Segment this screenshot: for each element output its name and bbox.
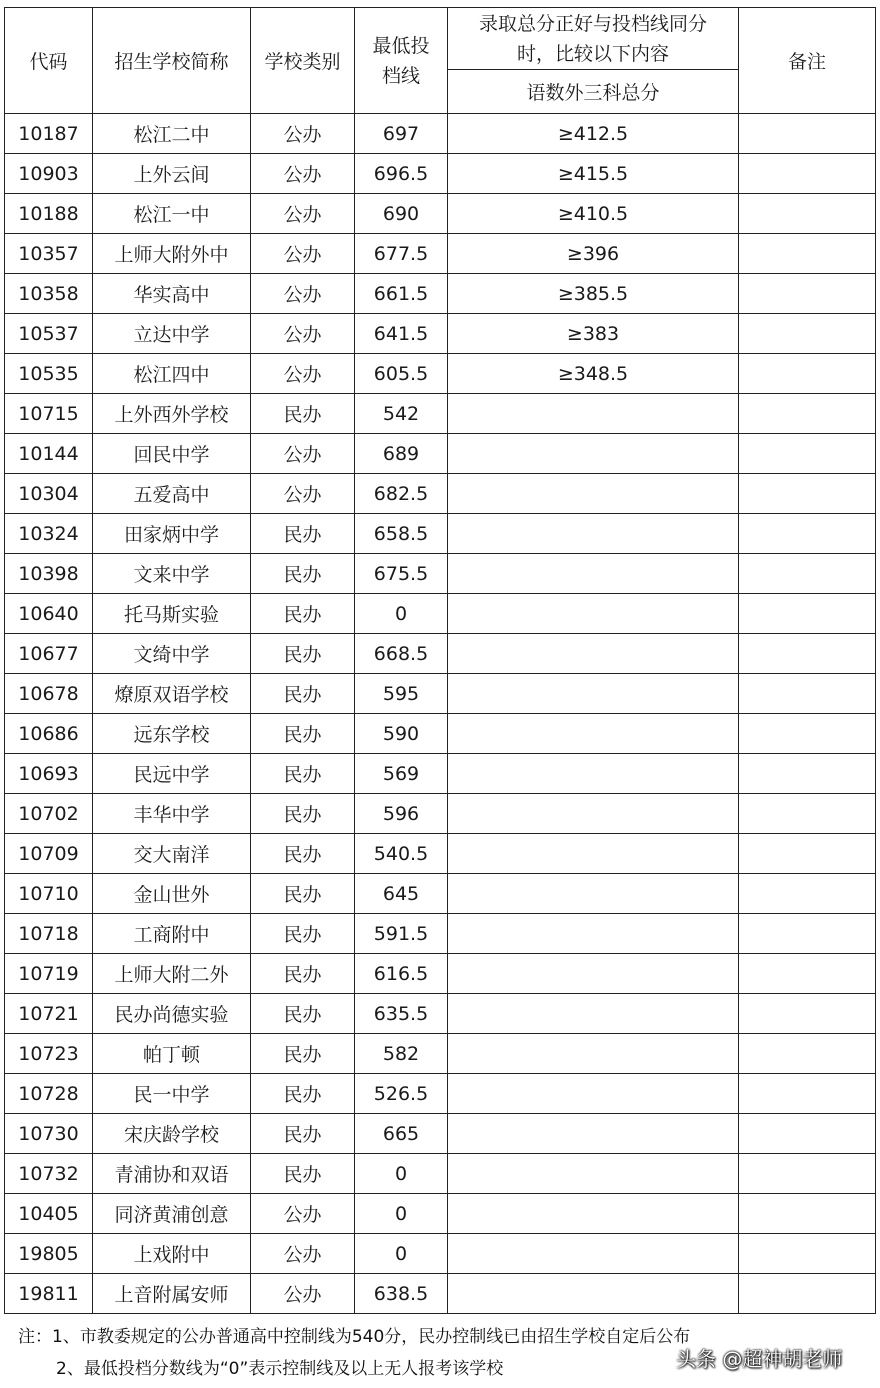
cell-min-score: 0	[355, 1234, 448, 1274]
cell-remark	[739, 714, 876, 754]
cell-min-score: 540.5	[355, 834, 448, 874]
cell-type: 民办	[251, 1154, 355, 1194]
cell-min-score: 661.5	[355, 274, 448, 314]
cell-code: 10702	[5, 794, 93, 834]
cell-criteria	[448, 954, 739, 994]
cell-type: 民办	[251, 1074, 355, 1114]
header-code: 代码	[5, 8, 93, 114]
cell-type: 民办	[251, 754, 355, 794]
header-min-score	[355, 8, 448, 114]
cell-min-score: 0	[355, 1194, 448, 1234]
cell-code: 10405	[5, 1194, 93, 1234]
table-row	[5, 914, 876, 954]
table-row	[5, 594, 876, 634]
cell-remark	[739, 274, 876, 314]
table-row	[5, 634, 876, 674]
cell-remark	[739, 1194, 876, 1234]
cell-remark	[739, 1274, 876, 1314]
table-body	[5, 114, 876, 1314]
table-header	[5, 8, 876, 114]
cell-criteria: ≥410.5	[448, 194, 739, 234]
cell-remark	[739, 394, 876, 434]
cell-min-score: 0	[355, 594, 448, 634]
cell-remark	[739, 434, 876, 474]
table-row	[5, 714, 876, 754]
cell-school: 青浦协和双语	[93, 1154, 251, 1194]
cell-school: 远东学校	[93, 714, 251, 754]
cell-remark	[739, 554, 876, 594]
cell-remark	[739, 754, 876, 794]
cell-code: 10188	[5, 194, 93, 234]
cell-criteria: ≥412.5	[448, 114, 739, 154]
cell-code: 10537	[5, 314, 93, 354]
cell-min-score: 675.5	[355, 554, 448, 594]
cell-min-score: 526.5	[355, 1074, 448, 1114]
cell-code: 10718	[5, 914, 93, 954]
table-row	[5, 874, 876, 914]
cell-code: 19805	[5, 1234, 93, 1274]
header-remark: 备注	[739, 8, 876, 114]
cell-criteria	[448, 1154, 739, 1194]
cell-type: 公办	[251, 314, 355, 354]
cell-min-score: 690	[355, 194, 448, 234]
cell-min-score: 590	[355, 714, 448, 754]
table-row	[5, 474, 876, 514]
cell-remark	[739, 474, 876, 514]
cell-school: 丰华中学	[93, 794, 251, 834]
cell-remark	[739, 154, 876, 194]
cell-code: 10535	[5, 354, 93, 394]
cell-school: 托马斯实验	[93, 594, 251, 634]
table-row	[5, 1274, 876, 1314]
cell-criteria	[448, 834, 739, 874]
table-row	[5, 1234, 876, 1274]
table-row	[5, 1114, 876, 1154]
cell-min-score: 569	[355, 754, 448, 794]
cell-remark	[739, 354, 876, 394]
cell-min-score: 697	[355, 114, 448, 154]
cell-min-score: 689	[355, 434, 448, 474]
table-row	[5, 154, 876, 194]
header-type: 学校类别	[251, 8, 355, 114]
cell-type: 民办	[251, 1114, 355, 1154]
cell-criteria: ≥385.5	[448, 274, 739, 314]
cell-type: 公办	[251, 1274, 355, 1314]
cell-type: 民办	[251, 634, 355, 674]
cell-type: 民办	[251, 514, 355, 554]
cell-code: 10721	[5, 994, 93, 1034]
cell-criteria	[448, 634, 739, 674]
cell-type: 民办	[251, 794, 355, 834]
cell-school: 回民中学	[93, 434, 251, 474]
cell-remark	[739, 834, 876, 874]
table-row	[5, 354, 876, 394]
cell-school: 工商附中	[93, 914, 251, 954]
cell-min-score: 645	[355, 874, 448, 914]
cell-code: 10686	[5, 714, 93, 754]
watermark: 头条 @超神胡老师	[676, 1347, 843, 1371]
cell-remark	[739, 594, 876, 634]
cell-school: 帕丁顿	[93, 1034, 251, 1074]
cell-school: 宋庆龄学校	[93, 1114, 251, 1154]
cell-school: 松江二中	[93, 114, 251, 154]
footnote-1: 注：1、市教委规定的公办普通高中控制线为540分，民办控制线已由招生学校自定后公布	[18, 1327, 691, 1347]
table-row	[5, 194, 876, 234]
table-row	[5, 394, 876, 434]
cell-remark	[739, 1114, 876, 1154]
cell-min-score: 591.5	[355, 914, 448, 954]
cell-school: 同济黄浦创意	[93, 1194, 251, 1234]
cell-school: 金山世外	[93, 874, 251, 914]
cell-criteria: ≥415.5	[448, 154, 739, 194]
cell-code: 10187	[5, 114, 93, 154]
cell-school: 华实高中	[93, 274, 251, 314]
cell-type: 民办	[251, 394, 355, 434]
cell-min-score: 682.5	[355, 474, 448, 514]
table-row	[5, 314, 876, 354]
cell-remark	[739, 114, 876, 154]
cell-type: 公办	[251, 114, 355, 154]
cell-min-score: 696.5	[355, 154, 448, 194]
cell-school: 松江四中	[93, 354, 251, 394]
cell-remark	[739, 954, 876, 994]
cell-code: 10710	[5, 874, 93, 914]
cell-remark	[739, 994, 876, 1034]
table-row	[5, 994, 876, 1034]
cell-remark	[739, 514, 876, 554]
cell-school: 交大南洋	[93, 834, 251, 874]
cell-school: 上外云间	[93, 154, 251, 194]
cell-criteria	[448, 1234, 739, 1274]
cell-type: 民办	[251, 994, 355, 1034]
cell-school: 上外西外学校	[93, 394, 251, 434]
cell-criteria: ≥383	[448, 314, 739, 354]
footnotes	[18, 1321, 690, 1385]
cell-code: 10723	[5, 1034, 93, 1074]
cell-criteria	[448, 514, 739, 554]
cell-code: 10678	[5, 674, 93, 714]
cell-school: 上音附属安师	[93, 1274, 251, 1314]
cell-min-score: 605.5	[355, 354, 448, 394]
cell-remark	[739, 1234, 876, 1274]
cell-criteria	[448, 994, 739, 1034]
cell-code: 10730	[5, 1114, 93, 1154]
table-row	[5, 554, 876, 594]
cell-criteria	[448, 714, 739, 754]
cell-type: 民办	[251, 714, 355, 754]
cell-type: 公办	[251, 474, 355, 514]
table-row	[5, 794, 876, 834]
table-row	[5, 1074, 876, 1114]
cell-type: 公办	[251, 234, 355, 274]
cell-type: 民办	[251, 954, 355, 994]
cell-school: 五爱高中	[93, 474, 251, 514]
cell-code: 10709	[5, 834, 93, 874]
cell-code: 10693	[5, 754, 93, 794]
cell-min-score: 616.5	[355, 954, 448, 994]
cell-min-score: 658.5	[355, 514, 448, 554]
cell-remark	[739, 674, 876, 714]
cell-remark	[739, 1074, 876, 1114]
cell-min-score: 638.5	[355, 1274, 448, 1314]
cell-min-score: 582	[355, 1034, 448, 1074]
header-criteria	[448, 8, 739, 70]
cell-code: 10304	[5, 474, 93, 514]
cell-school: 田家炳中学	[93, 514, 251, 554]
cell-criteria	[448, 794, 739, 834]
cell-school: 上戏附中	[93, 1234, 251, 1274]
cell-school: 文绮中学	[93, 634, 251, 674]
cell-criteria	[448, 1114, 739, 1154]
cell-code: 10144	[5, 434, 93, 474]
cell-remark	[739, 914, 876, 954]
cell-code: 19811	[5, 1274, 93, 1314]
cell-min-score: 677.5	[355, 234, 448, 274]
cell-criteria	[448, 394, 739, 434]
cell-code: 10324	[5, 514, 93, 554]
cell-criteria	[448, 674, 739, 714]
table-row	[5, 674, 876, 714]
cell-type: 公办	[251, 274, 355, 314]
table-row	[5, 754, 876, 794]
cell-min-score: 641.5	[355, 314, 448, 354]
cell-type: 民办	[251, 594, 355, 634]
cell-code: 10903	[5, 154, 93, 194]
cell-criteria	[448, 1074, 739, 1114]
cell-school: 上师大附外中	[93, 234, 251, 274]
cell-school: 民远中学	[93, 754, 251, 794]
cell-criteria	[448, 594, 739, 634]
header-min-score-text: 最低投档线	[372, 34, 430, 87]
cell-remark	[739, 194, 876, 234]
cell-code: 10732	[5, 1154, 93, 1194]
cell-type: 公办	[251, 1234, 355, 1274]
cell-code: 10640	[5, 594, 93, 634]
cell-criteria: ≥348.5	[448, 354, 739, 394]
cell-remark	[739, 874, 876, 914]
cell-school: 松江一中	[93, 194, 251, 234]
table-row	[5, 274, 876, 314]
cell-type: 公办	[251, 434, 355, 474]
cell-code: 10715	[5, 394, 93, 434]
cell-min-score: 595	[355, 674, 448, 714]
cell-code: 10358	[5, 274, 93, 314]
table-row	[5, 834, 876, 874]
cell-remark	[739, 1154, 876, 1194]
cell-type: 民办	[251, 674, 355, 714]
cell-criteria	[448, 434, 739, 474]
cell-type: 民办	[251, 834, 355, 874]
cell-code: 10357	[5, 234, 93, 274]
cell-min-score: 635.5	[355, 994, 448, 1034]
table-row	[5, 954, 876, 994]
cell-school: 上师大附二外	[93, 954, 251, 994]
cell-code: 10677	[5, 634, 93, 674]
table-row	[5, 434, 876, 474]
cell-school: 文来中学	[93, 554, 251, 594]
cell-school: 立达中学	[93, 314, 251, 354]
header-criteria-sub: 语数外三科总分	[448, 70, 739, 114]
header-criteria-text: 录取总分正好与投档线同分时，比较以下内容	[478, 12, 707, 65]
cell-criteria	[448, 554, 739, 594]
cell-remark	[739, 634, 876, 674]
cell-criteria	[448, 874, 739, 914]
cell-type: 民办	[251, 554, 355, 594]
cell-remark	[739, 794, 876, 834]
cell-type: 民办	[251, 914, 355, 954]
table-row	[5, 1194, 876, 1234]
footnote-2: 2、最低投档分数线为“0”表示控制线及以上无人报考该学校	[56, 1359, 504, 1379]
cell-min-score: 596	[355, 794, 448, 834]
cell-type: 民办	[251, 1034, 355, 1074]
table-row	[5, 1034, 876, 1074]
cell-code: 10719	[5, 954, 93, 994]
cell-type: 公办	[251, 1194, 355, 1234]
cell-min-score: 0	[355, 1154, 448, 1194]
header-school: 招生学校简称	[93, 8, 251, 114]
cell-type: 公办	[251, 354, 355, 394]
admission-score-table	[4, 7, 876, 1314]
cell-type: 民办	[251, 874, 355, 914]
cell-criteria	[448, 474, 739, 514]
cell-criteria	[448, 914, 739, 954]
cell-code: 10398	[5, 554, 93, 594]
cell-criteria	[448, 1034, 739, 1074]
cell-remark	[739, 1034, 876, 1074]
cell-criteria	[448, 754, 739, 794]
cell-min-score: 668.5	[355, 634, 448, 674]
cell-remark	[739, 314, 876, 354]
cell-school: 民一中学	[93, 1074, 251, 1114]
cell-type: 公办	[251, 194, 355, 234]
cell-criteria	[448, 1274, 739, 1314]
cell-remark	[739, 234, 876, 274]
cell-school: 民办尚德实验	[93, 994, 251, 1034]
table-row	[5, 1154, 876, 1194]
table-row	[5, 514, 876, 554]
cell-criteria	[448, 1194, 739, 1234]
cell-min-score: 665	[355, 1114, 448, 1154]
table-row	[5, 234, 876, 274]
cell-min-score: 542	[355, 394, 448, 434]
cell-criteria: ≥396	[448, 234, 739, 274]
cell-code: 10728	[5, 1074, 93, 1114]
cell-school: 燎原双语学校	[93, 674, 251, 714]
cell-type: 公办	[251, 154, 355, 194]
table-row	[5, 114, 876, 154]
